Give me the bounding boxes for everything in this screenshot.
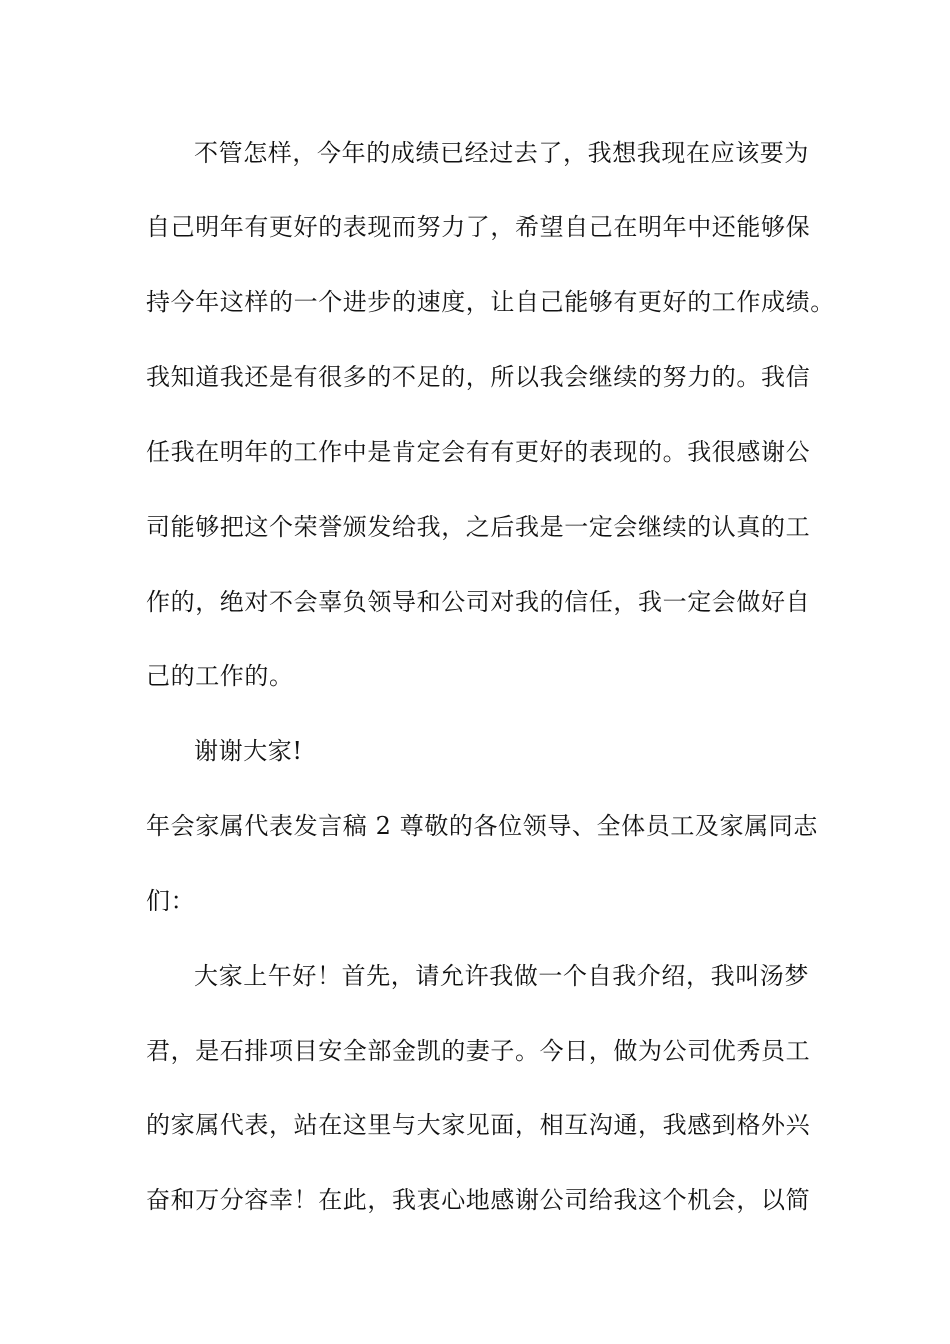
text-line: 己的工作的。	[146, 662, 294, 690]
text-line: 我知道我还是有很多的不足的，所以我会继续的努力的。我信	[146, 363, 811, 391]
text-line: 们：	[146, 887, 196, 915]
text-line: 作的，绝对不会辜负领导和公司对我的信任，我一定会做好自	[146, 588, 811, 616]
text-line: 任我在明年的工作中是肯定会有有更好的表现的。我很感谢公	[146, 438, 811, 466]
text-line: 奋和万分容幸！在此，我衷心地感谢公司给我这个机会，以简	[146, 1186, 811, 1214]
text-line: 谢谢大家!	[194, 737, 303, 765]
text-line: 持今年这样的一个进步的速度，让自己能够有更好的工作成绩。	[146, 288, 835, 316]
section-heading-line: 年会家属代表发言稿 2 尊敬的各位领导、全体员工及家属同志	[146, 812, 818, 840]
text-line: 大家上午好！首先，请允许我做一个自我介绍，我叫汤梦	[194, 962, 809, 990]
text-line: 自己明年有更好的表现而努力了，希望自己在明年中还能够保	[146, 213, 811, 241]
text-line: 不管怎样，今年的成绩已经过去了，我想我现在应该要为	[194, 139, 809, 167]
text-line: 君，是石排项目安全部金凯的妻子。今日，做为公司优秀员工	[146, 1037, 811, 1065]
text-line: 的家属代表，站在这里与大家见面，相互沟通，我感到格外兴	[146, 1111, 811, 1139]
text-line: 司能够把这个荣誉颁发给我，之后我是一定会继续的认真的工	[146, 513, 811, 541]
